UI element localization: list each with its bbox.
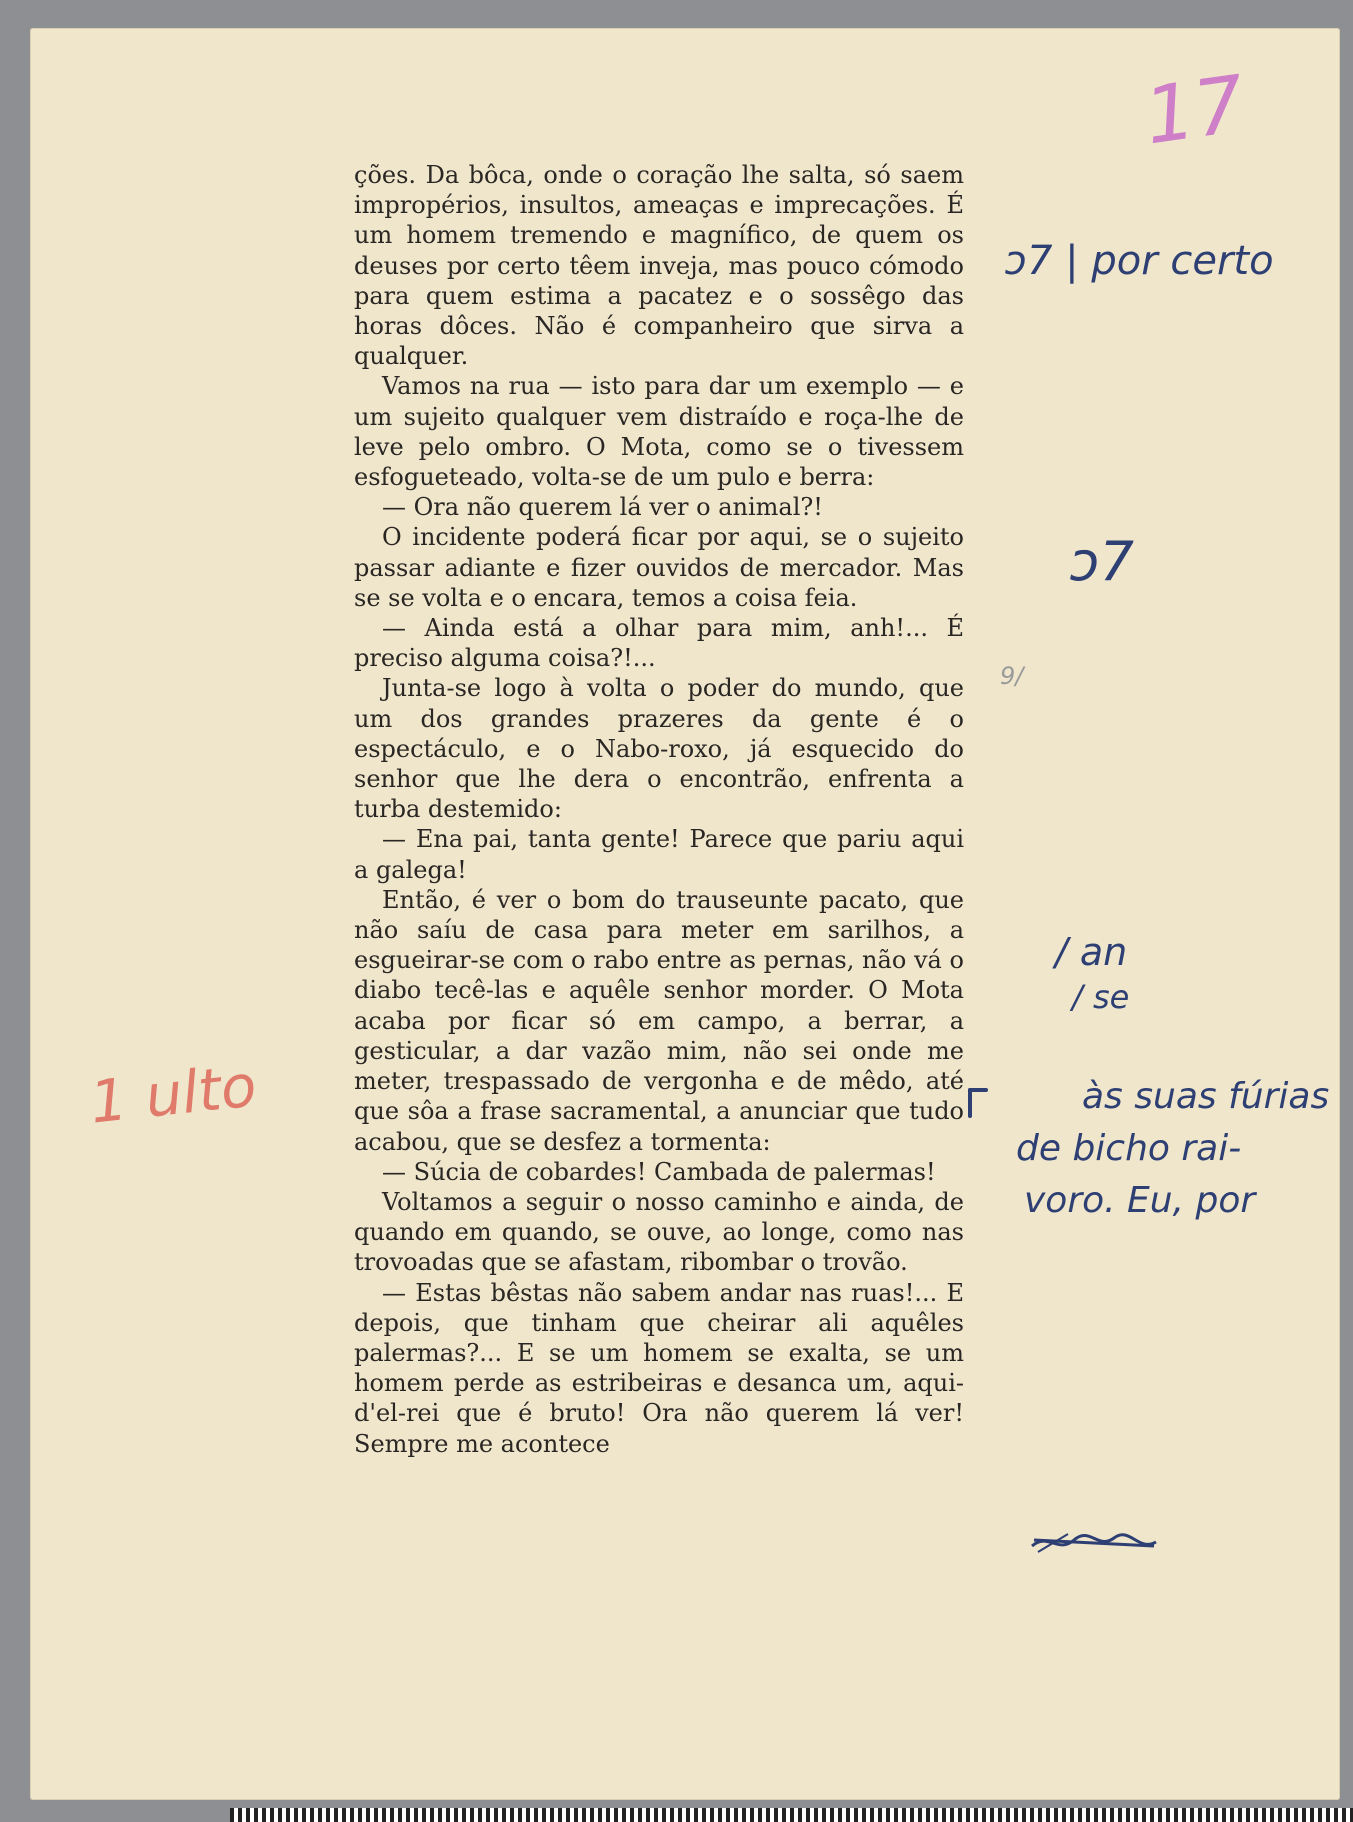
paragraph: O incidente poderá ficar por aqui, se o sujeito passar adiante e fizer ouvidos de mercador. Mas se se volta e o encara, temos a coisa feia.: [354, 523, 964, 612]
margin-note-por-certo: ↄ7 | por certo: [1005, 238, 1274, 284]
margin-note-line-1: às suas fúrias: [1082, 1076, 1330, 1117]
margin-note-an: / an: [1055, 930, 1128, 974]
paragraph: ções. Da bôca, onde o coração lhe salta, só saem impropérios, insultos, ameaças e imprecações. É um homem tremendo e magnífico, de quem os deuses por certo têem inveja, mas pouco cómodo para quem estima a pacatez e o sossêgo das horas dôces. Não é companheiro que sirva a qualquer.: [354, 161, 964, 371]
insertion-bracket: [968, 1088, 972, 1118]
printed-text-block: [354, 160, 964, 1459]
paragraph: — Ainda está a olhar para mim, anh!... É preciso alguma coisa?!...: [354, 614, 964, 673]
paragraph: Voltamos a seguir o nosso caminho e ainda, de quando em quando, se ouve, ao longe, como nas trovoadas que se afastam, ribombar o trovão.: [354, 1187, 964, 1277]
paragraph: Então, é ver o bom do trauseunte pacato, que não saíu de casa para meter em sarilhos, a esgueirar-se com o rabo entre as pernas, não vá o diabo tecê-las e aquêle senhor morder. O Mota acaba por ficar só em campo, a berrar, a gesticular, a dar vazão mim, não sei onde me meter, trespassado de vergonha e de mêdo, até que sôa a frase sacramental, a anunciar que tudo acabou, que se desfez a tormenta:: [354, 885, 964, 1156]
insertion-bracket-top: [968, 1088, 988, 1092]
margin-note-se: / se: [1072, 978, 1130, 1016]
paragraph: — Ora não querem lá ver o animal?!: [382, 493, 823, 522]
margin-note-line-2: de bicho rai-: [1016, 1128, 1242, 1169]
paragraph: Junta-se logo à volta o poder do mundo, que um dos grandes prazeres da gente é o espectáculo, e o Nabo-roxo, já esquecido do senhor que lhe dera o encontrão, enfrenta a turba destemido:: [354, 674, 964, 824]
crossed-out-mark-icon: [1028, 1528, 1160, 1556]
scale-ruler: [230, 1808, 1353, 1822]
paragraph: Vamos na rua — isto para dar um exemplo — e um sujeito qualquer vem distraído e roça-lhe de leve pelo ombro. O Mota, como se o tivessem esfogueteado, volta-se de um pulo e berra:: [354, 372, 964, 492]
page-number: 17: [1139, 59, 1251, 163]
margin-note-faint: 9/: [1000, 662, 1024, 690]
paragraph: — Súcia de cobardes! Cambada de palermas!: [382, 1157, 936, 1186]
paragraph: — Estas bêstas não sabem andar nas ruas!... E depois, que tinham que cheirar ali aquêles palermas?... E se um homem se exalta, se um homem perde as estribeiras e desanca um, aqui-d'el-rei que é bruto! Ora não querem lá ver! Sempre me acontece: [354, 1278, 964, 1458]
red-pencil-note: 1 ulto: [86, 1051, 260, 1137]
margin-note-deletion-mark: ↄ7: [1070, 530, 1135, 593]
margin-note-line-3: voro. Eu, por: [1024, 1180, 1256, 1221]
paragraph: — Ena pai, tanta gente! Parece que pariu aqui a galega!: [354, 825, 964, 884]
